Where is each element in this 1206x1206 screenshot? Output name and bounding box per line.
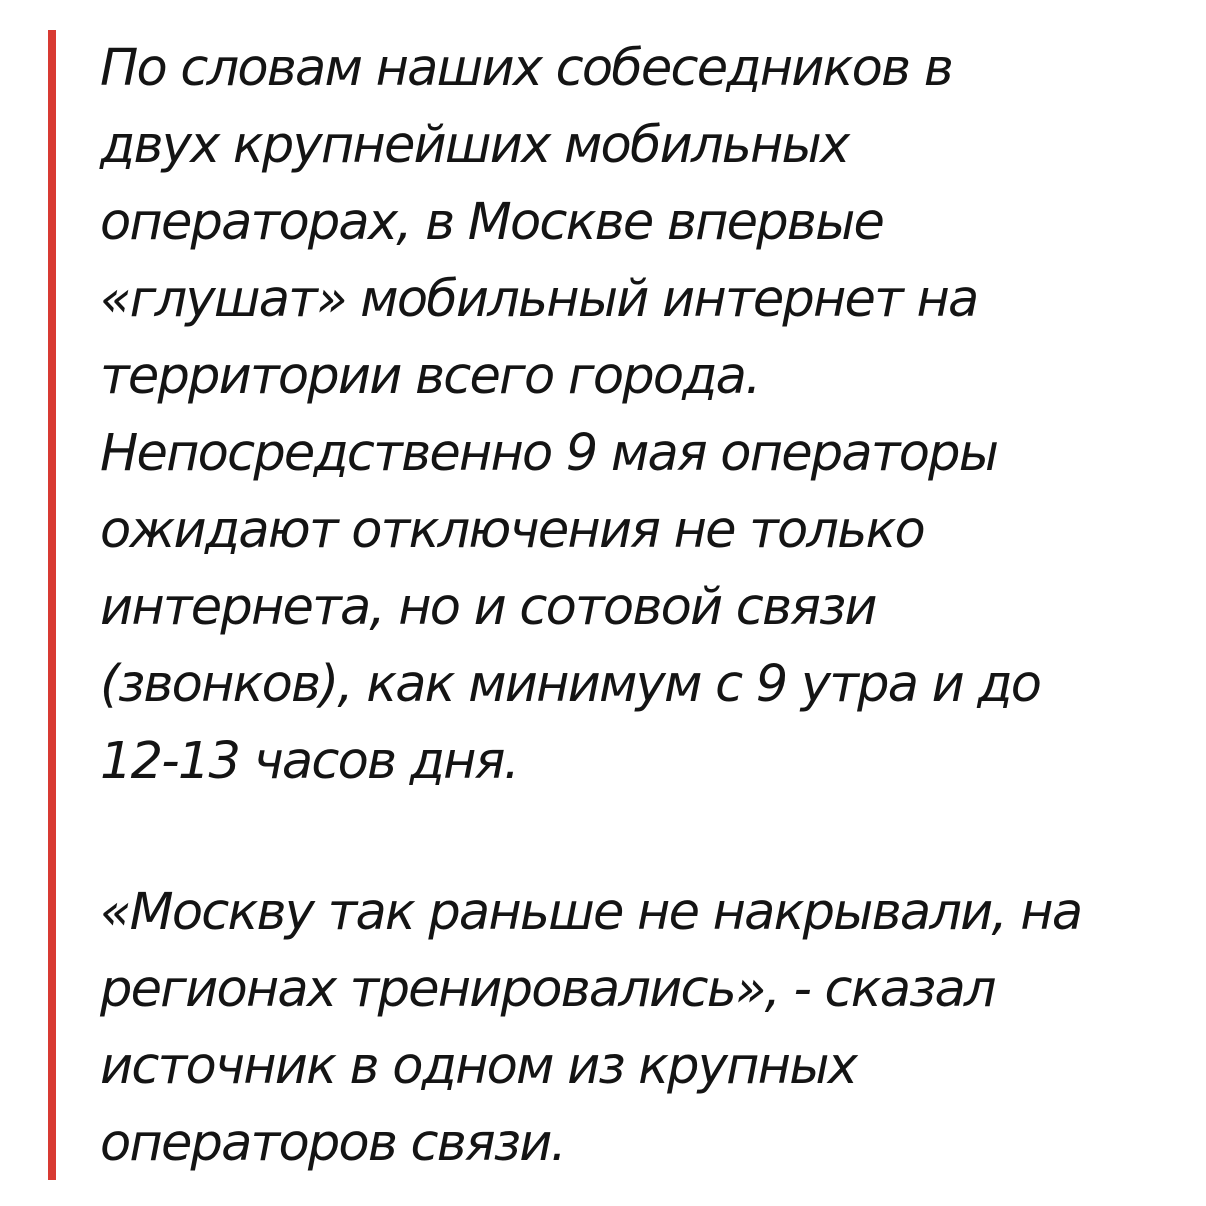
quote-block <box>48 30 1178 1180</box>
paragraph-gap <box>100 800 1170 874</box>
text-line: Непосредственно 9 мая операторы <box>100 424 998 483</box>
text-line: По словам наших собеседников в <box>100 39 952 98</box>
text-line: операторов связи. <box>100 1114 565 1173</box>
text-line: двух крупнейших мобильных <box>100 116 849 175</box>
quote-text <box>100 30 1170 1182</box>
text-line: территории всего города. <box>100 347 760 406</box>
quote-paragraph-2 <box>100 874 1170 1182</box>
text-line: «глушат» мобильный интернет на <box>100 270 978 329</box>
quote-paragraph-1 <box>100 30 1170 800</box>
text-line: регионах тренировались», - сказал <box>100 960 995 1019</box>
text-line: 12-13 часов дня. <box>100 732 518 791</box>
text-line: ожидают отключения не только <box>100 501 924 560</box>
text-line: (звонков), как минимум с 9 утра и до <box>100 655 1041 714</box>
text-line: «Москву так раньше не накрывали, на <box>100 883 1082 942</box>
text-line: операторах, в Москве впервые <box>100 193 884 252</box>
text-line: источник в одном из крупных <box>100 1037 857 1096</box>
quote-accent-bar <box>48 30 56 1180</box>
text-line: интернета, но и сотовой связи <box>100 578 876 637</box>
